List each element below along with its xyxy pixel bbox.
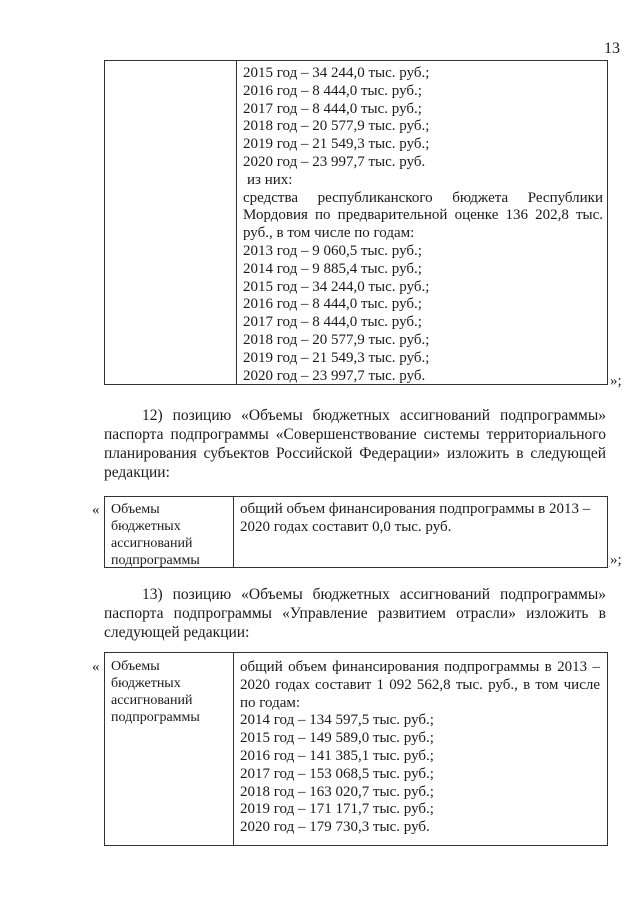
year-line: 2016 год – 8 444,0 тыс. руб.; [243,82,422,99]
value-line: 2020 годах составит 0,0 тыс. руб. [240,518,452,535]
year-line: 2018 год – 20 577,9 тыс. руб.; [243,331,430,348]
closing-quote: »; [610,373,622,389]
value-line: общий объем финансирования подпрограммы в 2013 – [240,659,600,675]
year-line: 2017 год – 153 068,5 тыс. руб.; [240,765,434,782]
column-divider [236,61,237,384]
label-line: бюджетных [111,676,181,691]
budget-text-line: средства республиканского бюджета Республики [243,189,603,206]
paragraph-line: паспорта подпрограммы «Управление развитием отрасли» изложить в [104,605,606,622]
opening-quote: « [92,502,100,518]
value-line: 2020 годах составит 1 092 562,8 тыс. руб., в том числе [240,676,600,693]
year-line: 2015 год – 149 589,0 тыс. руб.; [240,730,434,747]
funding-value-cell [243,65,603,385]
year-line: 2015 год – 34 244,0 тыс. руб.; [243,278,430,295]
budget-text-line: руб., в том числе по годам: [243,225,415,242]
paragraph-line: редакции: [104,464,170,481]
budget-text-line: Мордовия по предварительной оценке 136 202,8 тыс. [243,207,603,224]
paragraph-line: следующей редакции: [104,624,250,641]
year-line: 2020 год – 23 997,7 тыс. руб. [243,367,426,384]
year-line: 2016 год – 141 385,1 тыс. руб.; [240,747,434,764]
year-line: 2014 год – 134 597,5 тыс. руб.; [240,712,434,729]
label-line: подпрограммы [111,553,200,568]
year-line: 2016 год – 8 444,0 тыс. руб.; [243,296,422,313]
opening-quote: « [92,659,100,675]
paragraph-line: 12) позицию «Объемы бюджетных ассигнований подпрограммы» [142,407,606,424]
year-line: 2018 год – 163 020,7 тыс. руб.; [240,783,434,800]
paragraph-line: планирования субъектов Российской Федерации» изложить в следующей [104,445,606,462]
page-number: 13 [604,40,620,57]
year-line: 2017 год – 8 444,0 тыс. руб.; [243,100,422,117]
label-line: бюджетных [111,519,181,534]
year-line: 2020 год – 179 730,3 тыс. руб. [240,819,430,836]
paragraph-line: паспорта подпрограммы «Совершенствование системы территориального [104,426,606,443]
value-line: по годам: [240,694,301,711]
label-line: Объемы [111,502,160,517]
of-them-label: из них: [247,171,293,188]
label-line: подпрограммы [111,710,200,725]
value-cell [240,659,600,837]
column-divider [233,653,234,845]
funding-table-industry-management [104,652,608,846]
label-line: Объемы [111,659,160,674]
column-divider [233,497,234,567]
paragraph-13 [104,585,606,642]
year-line: 2013 год – 9 060,5 тыс. руб.; [243,242,422,259]
year-line: 2019 год – 21 549,3 тыс. руб.; [243,136,430,153]
year-line: 2018 год – 20 577,9 тыс. руб.; [243,118,430,135]
label-cell [111,501,231,569]
closing-quote: »; [610,552,622,568]
label-line: ассигнований [111,693,193,708]
value-line: общий объем финансирования подпрограммы в 2013 – [240,501,591,517]
year-line: 2014 год – 9 885,4 тыс. руб.; [243,260,422,277]
year-line: 2020 год – 23 997,7 тыс. руб. [243,153,426,170]
label-line: ассигнований [111,536,193,551]
funding-table-subprogram-planning [104,496,608,568]
funding-table-continued [104,60,608,385]
paragraph-12 [104,406,606,482]
label-cell [111,658,231,726]
year-line: 2015 год – 34 244,0 тыс. руб.; [243,65,430,81]
year-line: 2019 год – 21 549,3 тыс. руб.; [243,349,430,366]
value-cell [240,501,600,537]
year-line: 2017 год – 8 444,0 тыс. руб.; [243,314,422,331]
paragraph-line: 13) позицию «Объемы бюджетных ассигнований подпрограммы» [142,586,606,603]
year-line: 2019 год – 171 171,7 тыс. руб.; [240,801,434,818]
